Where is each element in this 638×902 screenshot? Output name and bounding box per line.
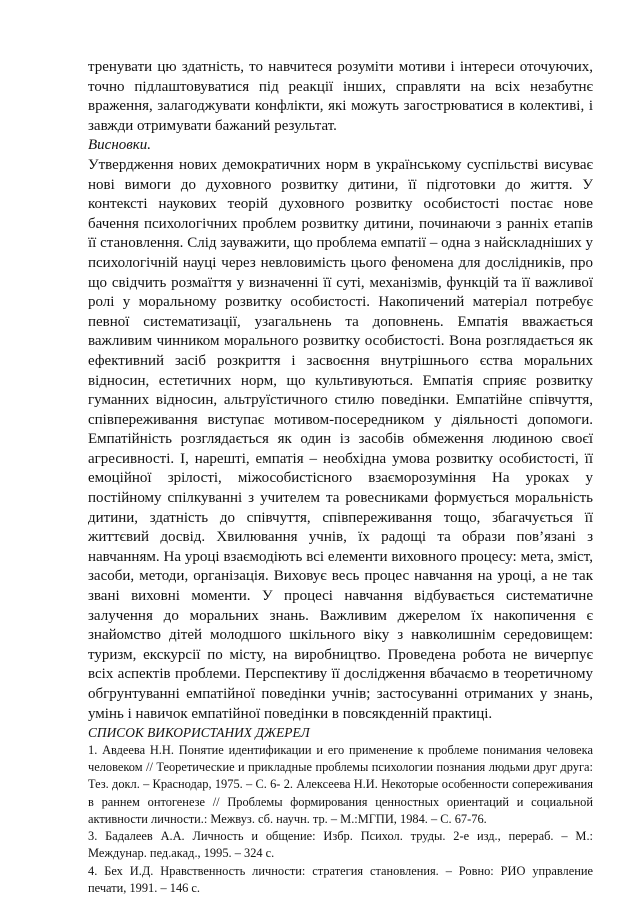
reference-item: 1. Авдеева Н.Н. Понятие идентификации и его применение к проблеме понимания человека человеком // Теоретические и прикладные проблемы психологии познания людьми друг друга: Тез. докл. – Краснодар, 1975. – С. 6- 2. Алексеева Н.И. Некоторые особенности сопереживания в раннем онтогенезе // Проблемы формирования ценностных ориентаций и социальной активности личности.: Межвуз. сб. научн. тр. – М.:МГПИ, 1984. – С. 67-76.	[88, 742, 593, 826]
conclusions-paragraph: Утвердження нових демократичних норм в українському суспільстві висуває нові вимоги до духовного розвитку дитини, її підготовки до життя. У контексті наукових теорій духовного розвитку особистості постає нове бачення психологічних проблем розвитку дитини, починаючи з ранніх етапів її становлення. Слід зауважити, що проблема емпатії – одна з найскладніших у психологічній науці через невловимість цього феномена для дослідників, про що свідчить розмаїття у визначенні її суті, механізмів, функцій та її важливої ролі у моральному розвитку особистості. Накопичений матеріал потребує певної систематизації, узагальнень та доповнень. Емпатія вважається важливим чинником морального розвитку особистості. Вона розглядається як ефективний засіб розкриття і засвоєння внутрішнього єства моральних відносин, естетичних норм, що культивуються. Емпатія сприяє розвитку гуманних відносин, альтруїстичного стилю поведінки. Емпатійне співчуття, співпереживання виступає мотивом-посередником у діяльності допомоги. Емпатійність розглядається як один із засобів обмеження людиною своєї агресивності. І, нарешті, емпатія – необхідна умова розвитку особистості, її емоційної зрілості, міжособистісного взаєморозуміння На уроках у постійному спілкуванні з учителем та ровесниками формується моральність дитини, здатність до співчуття, співпереживання тощо, збагачується її життєвий досвід. Хвилювання учнів, їх радощі та образи пов’язані з навчанням. На уроці взаємодіють всі елементи виховного процесу: мета, зміст, засоби, методи, організація. Виховує весь процес навчання на уроці, а не так звані виховні моменти. У процесі навчання відбувається систематичне залучення до моральних знань. Важливим джерелом їх накопичення є знайомство дітей молодшого шкільного віку з навколишнім середовищем: туризм, екскурсії по місту, на виробництво. Проведена робота не вичерпує всіх аспектів проблеми. Перспективу її дослідження вбачаємо в теоретичному обгрунтуванні емпатійної поведінки учнів; застосуванні отриманих у знань, умінь і навичок емпатійної поведінки в повсякденній практиці.	[88, 156, 593, 722]
references-heading: СПИСОК ВИКОРИСТАНИХ ДЖЕРЕЛ	[88, 725, 310, 741]
document-page	[88, 58, 593, 897]
conclusions-heading: Висновки.	[88, 137, 152, 154]
references-list	[88, 742, 593, 898]
intro-paragraph: тренувати цю здатність, то навчитеся розуміти мотиви і інтереси оточуючих, точно підлаштовуватися під реакції інших, справляти на всіх незабутнє враження, залагоджувати конфлікти, які можуть загострюватися в колективі, і завжди отримувати бажаний результат.	[88, 59, 593, 134]
reference-item: 4. Бех И.Д. Нравственность личности: стратегия становления. – Ровно: РИО управление печати, 1991. – 146 с.	[88, 863, 593, 896]
reference-item: 3. Бадалеев А.А. Личность и общение: Избр. Психол. труды. 2-е изд., перераб. – М.: Междунар. пед.акад., 1995. – 324 с.	[88, 829, 593, 861]
